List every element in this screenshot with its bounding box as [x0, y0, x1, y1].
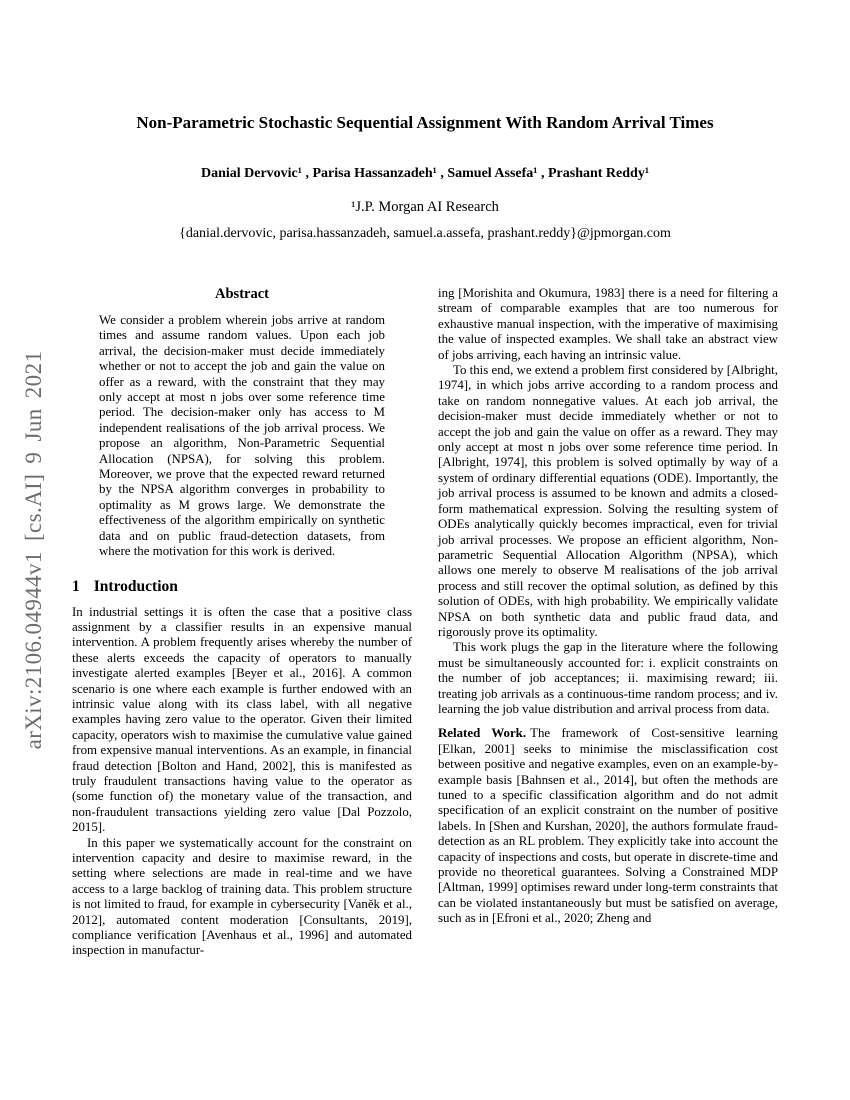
left-column	[72, 286, 412, 959]
related-work-label: Related Work.	[438, 726, 527, 741]
right-paragraph-1: ing [Morishita and Okumura, 1983] there is a need for filtering a stream of comparable examples that are too numerous for exhaustive manual inspection, with the imperative of maximising the value of inspected examples. We shall take an abstract view of jobs arriving, each having an intrinsic value.	[438, 286, 778, 362]
paper-title: Non-Parametric Stochastic Sequential Assignment With Random Arrival Times	[136, 113, 714, 132]
related-work-paragraph	[438, 726, 778, 926]
abstract-text: We consider a problem wherein jobs arrive at random times and assume random values. Upon each job arrival, the decision-maker must decide immediately whether or not to accept the job and gain the value on offer as a reward, with the constraint that they may only accept at most n jobs over some reference time period. The decision-maker only has access to M independent realisations of the job arrival process. We propose an algorithm, Non-Parametric Sequential Allocation (NPSA), for solving this problem. Moreover, we prove that the expected reward returned by the NPSA algorithm converges in probability to optimality as M grows large. We demonstrate the effectiveness of the algorithm empirically on synthetic data and on public fraud-detection datasets, from where the motivation for this work is derived.	[99, 313, 385, 559]
related-work-text: The framework of Cost-sensitive learning [Elkan, 2001] seeks to minimise the misclassification cost between positive and negative examples, even on an example-by-example basis [Bahnsen et al., 2014], but often the methods are tuned to a specific classification algorithm and do not admit specification of an explicit constraint on the number of positive labels. In [Shen and Kurshan, 2020], the authors formulate fraud-detection as an RL problem. They explicitly take into account the capacity of inspections and costs, but operate in discrete-time and provide no theoretical guarantees. Solving a Constrained MDP [Altman, 1999] optimises reward under long-term constraints that can be violated instantaneously but must be satisfied on average, such as in [Efroni et al., 2020; Zheng and	[438, 726, 778, 926]
section-heading-introduction	[72, 578, 412, 596]
right-column	[438, 286, 778, 959]
intro-paragraph-1: In industrial settings it is often the case that a positive class assignment by a classifier results in an expensive manual intervention. A problem frequently arises whereby the number of these alerts exceeds the capacity of operators to manually investigate alerted examples [Beyer et al., 2016]. A common scenario is one where each example is further endowed with an intrinsic value along with its class label, with all negative examples having zero value to the operator. Given their limited capacity, operators wish to maximise the cumulative value gained from expensive manual interventions. As an example, in financial fraud detection [Bolton and Hand, 2002], this is manifested as truly fraudulent transactions having value to the operator as (some function of) the monetary value of the transaction, and non-fraudulent transactions yielding zero value [Dal Pozzolo, 2015].	[72, 604, 412, 835]
right-paragraph-3: This work plugs the gap in the literature where the following must be simultaneously accounted for: i. explicit constraints on the number of job acceptances; ii. maximising reward; iii. treating job arrivals as a continuous-time random process; and iv. learning the job value distribution and arrival process from data.	[438, 640, 778, 716]
arxiv-watermark: arXiv:2106.04944v1 [cs.AI] 9 Jun 2021	[21, 350, 46, 750]
section-number: 1	[72, 577, 80, 595]
two-column-body	[72, 286, 778, 959]
abstract-heading: Abstract	[215, 286, 269, 302]
right-paragraph-2: To this end, we extend a problem first considered by [Albright, 1974], in which jobs arrive according to a random process and take on random nonnegative values. At each job arrival, the decision-maker must decide immediately whether or not to accept the job and gain the value on offer as a reward. They may only accept at most n jobs over some reference time period. In [Albright, 1974], this problem is solved optimally by way of a system of ordinary differential equations (ODE). Importantly, the job arrival process is assumed to be known and admits a closed-form mathematical expression. Solving the resulting system of ODEs analytically quickly becomes impractical, even for trivial job arrival processes. We propose an efficient algorithm, Non-parametric Sequential Allocation Algorithm (NPSA), which allows one merely to observe M realisations of the job arrival process and still recover the optimal solution, as defined by this solution of ODEs, with high probability. We empirically validate NPSA on both synthetic data and public fraud data, and rigorously prove its optimality.	[438, 363, 778, 639]
authors-line: Danial Dervovic¹ , Parisa Hassanzadeh¹ , Samuel Assefa¹ , Prashant Reddy¹	[200, 166, 650, 181]
section-title: Introduction	[93, 577, 178, 595]
email-line: {danial.dervovic, parisa.hassanzadeh, samuel.a.assefa, prashant.reddy}@jpmorgan.com	[179, 226, 671, 241]
affiliation-line: ¹J.P. Morgan AI Research	[351, 199, 499, 215]
intro-paragraph-2: In this paper we systematically account for the constraint on intervention capacity and desire to maximise reward, in the setting where selections are made in real-time and we have access to a large backlog of training data. This problem structure is not limited to fraud, for example in cybersecurity [Vaněk et al., 2012], automated content moderation [Consultants, 2019], compliance verification [Avenhaus et al., 1996] and automated inspection in manufactur-	[72, 835, 412, 958]
